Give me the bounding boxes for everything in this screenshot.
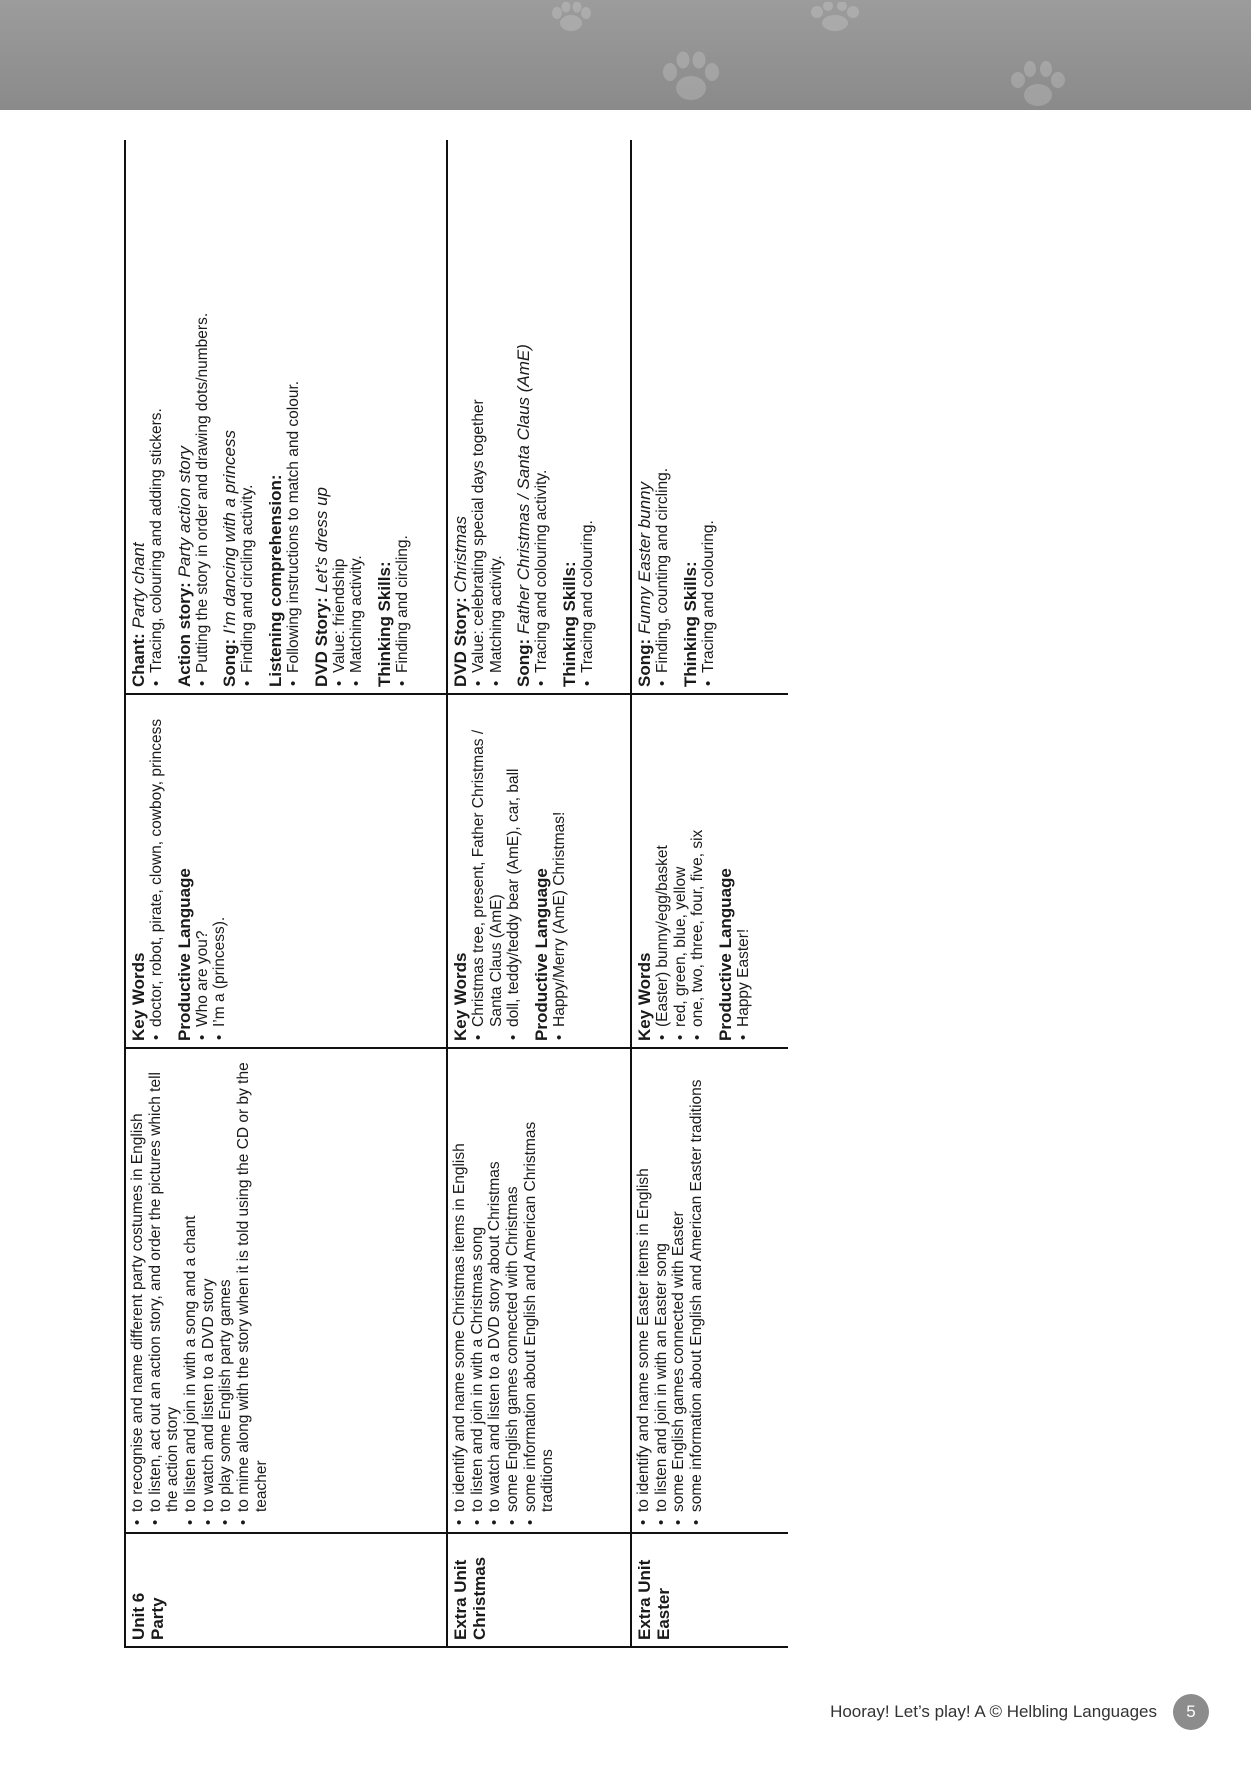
activity-label: Thinking Skills: <box>375 561 395 687</box>
syllabus-table <box>124 140 788 1648</box>
activity-label: DVD Story: <box>451 597 470 687</box>
activity-label: Thinking Skills: <box>560 561 580 687</box>
language-cell <box>125 694 447 1048</box>
objective-item: • some English games connected with Easter <box>670 1055 688 1526</box>
productive-language-heading: Productive Language <box>174 868 194 1041</box>
activity-label: Action story: <box>174 582 194 687</box>
activity-item: • Finding and circling. <box>394 146 412 687</box>
activity-item: • Finding and circling activity. <box>239 146 257 687</box>
key-word-item: • doctor, robot, pirate, clown, cowboy, princess <box>148 701 166 1041</box>
key-words-heading: Key Words <box>129 952 148 1041</box>
objective-item: • some information about English and American Easter traditions <box>688 1055 706 1526</box>
activity-title: Father Christmas / Santa Claus (AmE) <box>514 344 534 635</box>
activity-label: DVD Story: <box>311 597 331 687</box>
activity-item: • Tracing, colouring and adding stickers. <box>148 146 166 687</box>
unit-label: Unit 6 <box>129 1592 148 1640</box>
key-words-heading: Key Words <box>451 952 470 1041</box>
table-row <box>447 140 631 1647</box>
objective-item: • to recognise and name different party costumes in English <box>129 1055 147 1526</box>
activity-item: • Tracing and colouring. <box>579 146 597 687</box>
activities-cell <box>125 140 447 694</box>
table-row <box>631 140 788 1647</box>
objectives-cell <box>447 1048 631 1533</box>
objective-item: • to listen and join in with a song and a chant <box>182 1055 200 1526</box>
key-word-item: • one, two, three, four, five, six <box>689 701 707 1041</box>
paw-print-icon <box>660 50 722 104</box>
key-word-item: • red, green, blue, yellow <box>672 701 690 1041</box>
page-number-badge: 5 <box>1173 1694 1209 1730</box>
activity-item: • Finding, counting and circling. <box>654 146 672 687</box>
activity-label: Thinking Skills: <box>680 561 700 687</box>
productive-language-heading: Productive Language <box>716 868 735 1041</box>
paw-print-icon <box>1008 60 1068 110</box>
objective-item: • to watch and listen to a DVD story about Christmas <box>486 1055 504 1526</box>
unit-label: Extra Unit <box>451 1559 470 1640</box>
unit-topic: Christmas <box>470 1556 490 1640</box>
activity-item: • Matching activity. <box>488 146 506 687</box>
activities-cell <box>631 140 788 694</box>
activity-label: Song: <box>514 638 534 687</box>
key-word-item: • (Easter) bunny/egg/basket <box>654 701 672 1041</box>
objectives-cell <box>631 1048 788 1533</box>
unit-cell <box>125 1533 447 1647</box>
activity-title: I’m dancing with a princess <box>220 430 240 635</box>
unit-cell <box>447 1533 631 1647</box>
activity-label: Song: <box>220 638 240 687</box>
header-band <box>0 0 1251 110</box>
objective-item: • to mime along with the story when it is told using the CD or by the teacher <box>235 1055 270 1526</box>
activity-title: Party chant <box>129 542 148 629</box>
footer-copyright: Hooray! Let’s play! A © Helbling Languages <box>830 1702 1157 1721</box>
objectives-cell <box>125 1048 447 1533</box>
unit-topic: Easter <box>654 1588 674 1640</box>
productive-language-item: • Happy Easter! <box>735 701 753 1041</box>
objective-item: • to watch and listen to a DVD story <box>200 1055 218 1526</box>
activity-item: • Value: friendship <box>331 146 349 687</box>
activity-item: • Tracing and colouring. <box>700 146 718 687</box>
activity-item: • Putting the story in order and drawing dots/numbers. <box>194 146 212 687</box>
activity-label: Song: <box>635 638 654 687</box>
key-words-heading: Key Words <box>635 952 654 1041</box>
activities-cell <box>447 140 631 694</box>
unit-label: Extra Unit <box>635 1559 654 1640</box>
objective-item: • some English games connected with Christmas <box>504 1055 522 1526</box>
activity-label: Chant: <box>129 633 148 687</box>
productive-language-item: • Happy/Merry (AmE) Christmas! <box>551 701 569 1041</box>
objective-item: • to play some English party games <box>217 1055 235 1526</box>
objective-item: • some information about English and American Christmas traditions <box>522 1055 557 1526</box>
activity-title: Christmas <box>451 516 470 593</box>
language-cell <box>631 694 788 1048</box>
productive-language-item: • Who are you? <box>194 701 212 1041</box>
unit-topic: Party <box>148 1597 168 1640</box>
activity-item: • Value: celebrating special days together <box>470 146 488 687</box>
unit-cell <box>631 1533 788 1647</box>
paw-print-icon <box>548 2 594 32</box>
objective-item: • to listen and join in with an Easter song <box>653 1055 671 1526</box>
objective-item: • to listen, act out an action story, and order the pictures which tell the action story <box>147 1055 182 1526</box>
activity-item: • Tracing and colouring activity. <box>533 146 551 687</box>
objective-item: • to listen and join in with a Christmas song <box>469 1055 487 1526</box>
objective-item: • to identify and name some Christmas items in English <box>451 1055 469 1526</box>
key-word-item: • Christmas tree, present, Father Christmas / Santa Claus (AmE) <box>470 701 505 1041</box>
activity-label: Listening comprehension: <box>266 474 286 687</box>
objective-item: • to identify and name some Easter items in English <box>635 1055 653 1526</box>
activity-item: • Matching activity. <box>348 146 366 687</box>
productive-language-item: • I’m a (princess). <box>211 701 229 1041</box>
paw-print-icon <box>806 2 864 32</box>
key-word-item: • doll, teddy/teddy bear (AmE), car, ball <box>505 701 523 1041</box>
activity-title: Let’s dress up <box>311 487 331 593</box>
table-row <box>125 140 447 1647</box>
activity-item: • Following instructions to match and colour. <box>285 146 303 687</box>
productive-language-heading: Productive Language <box>532 868 551 1041</box>
activity-title: Funny Easter bunny <box>635 481 654 635</box>
language-cell <box>447 694 631 1048</box>
activity-title: Party action story <box>174 446 194 578</box>
syllabus-table-frame <box>124 140 788 1648</box>
